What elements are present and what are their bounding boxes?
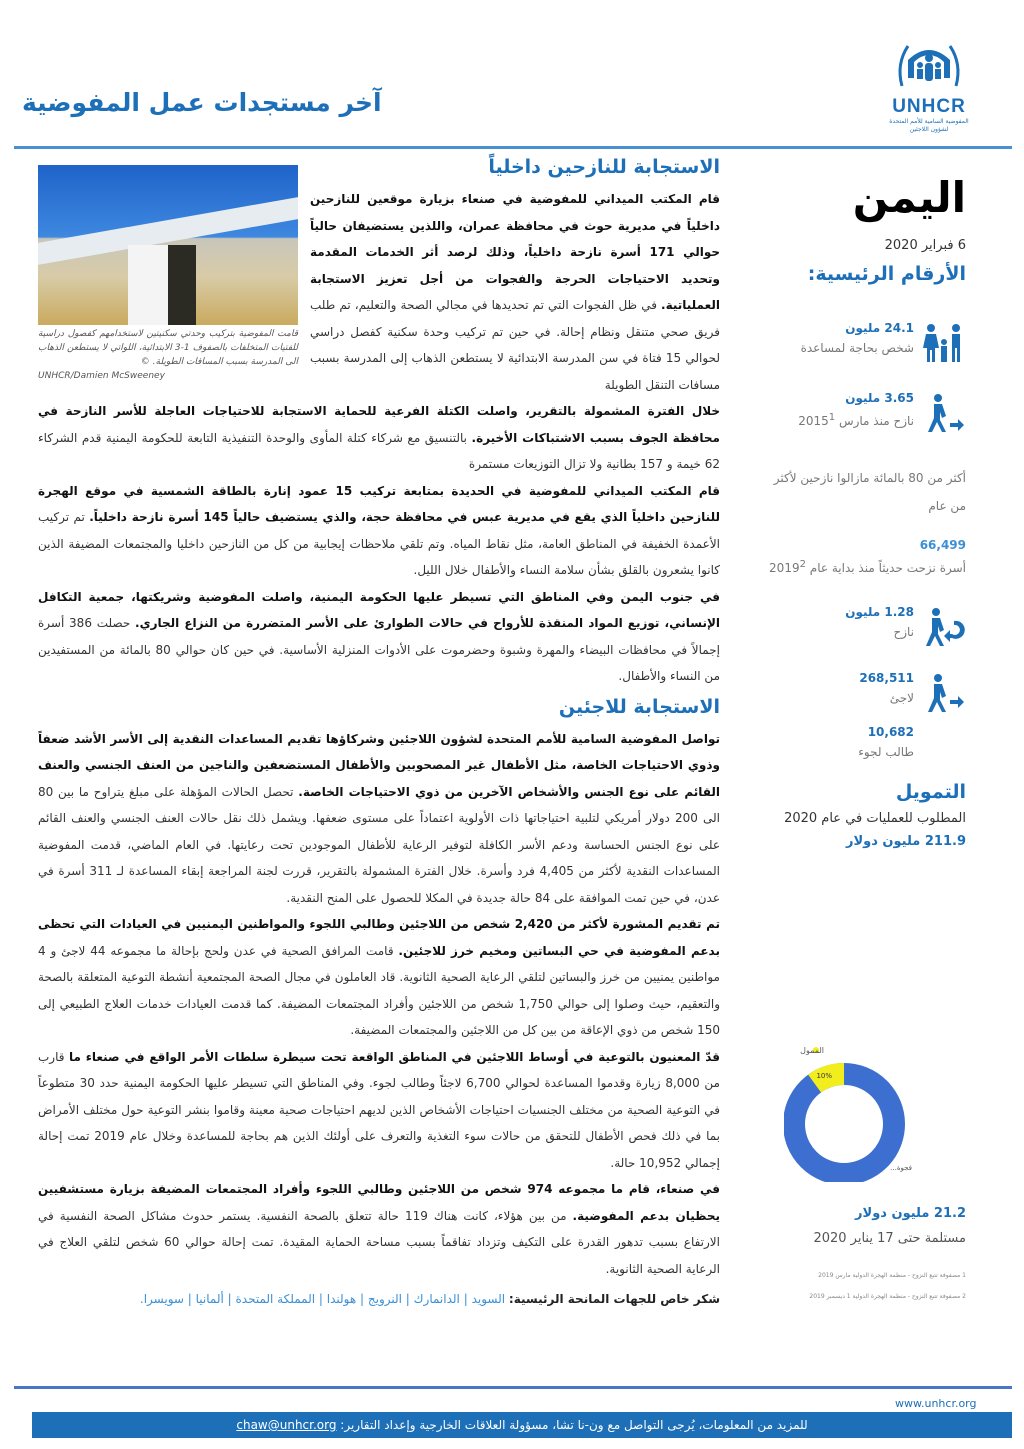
refugee-paragraph-3: قدّ المعنيون بالتوعية في أوساط اللاجئين في المناطق الواقعة تحت سيطرة سلطات الأمر الواقع في صنعاء ما قارب من 8,000 زيارة وقدموا المساعدة لحوالي 6,700 لاجئاً وطالب لجوء. وفي المناطق التي تسيطر عليها الحكومة اليمنية حدد 30 متطوعاً في التوعية الصحية من مختلف الجنسيات احتياجات الأشخاص الذين لديهم احتياجات صحية معينة وقاموا بنشر التوعية حول مختلف الأمراض بما في ذلك فحص الأطفال للتحقق من حالات سوء التغذية والتعرف على أولئك الذين هم بحاجة للمساعدة وخلال عام 2019 تمت إحالة إجمالي 10,952 حالة.: [38, 1049, 721, 1170]
contact-text: للمزيد من المعلومات، يُرجى التواصل مع ون-نا تشا، مسؤولة العلاقات الخارجية وإعداد التقارير:: [336, 1418, 808, 1432]
refugee-paragraph-1: تواصل المفوضية السامية للأمم المتحدة لشؤون اللاجئين وشركاؤها تقديم المساعدات النقدية إلى الأسر الأشد ضعفاً وذوي الاحتياجات الخاصة، مثل الأطفال غير المصحوبين والأطفال المستضعفين والناجين من العنف الجنسي والعنف القائم على نوع الجنس والأشخاص الآخرين من ذوي الاحتياجات الخاصة. تحصل الحالات المؤهلة على مبلغ يتراوح ما بين 80 الى 200 دولار أمريكي لتلبية احتياجاتها ذات الأولوية اعتماداً على مستوى ضعفها. ويشمل ذلك نقل حالات العنف الجنسي والعنف القائم على نوع الجنس الحساسة ودعم الأسر الكافلة لتوفير الرعاية للأطفال الموجودين تحت رعايتها. في العام الماضي، قدمت المفوضية المساعدات النقدية لأكثر من 4,405 فرد وأسرة. خلال الفترة المشمولة بالتقرير، قررت لجنة المراجعة إبقاء المساعدة لـ 311 أسرة في عدن، في حين تمت الموافقة على 84 حالة جديدة في المكلا للحصول على المنح النقدية.: [38, 731, 721, 905]
country-title: اليمن: [852, 173, 966, 222]
unhcr-emblem-icon: [894, 38, 964, 90]
key-figures-heading: الأرقام الرئيسية:: [807, 263, 966, 285]
refugee-icon: [922, 671, 966, 715]
caption-text: قامت المفوضية بتركيب وحدتي سكنيتين لاستخدامهم كفصول دراسية للفتيات المتخلفات بالصفوف 1-3 الابتدائية، اللواتي لا يستطعن الذهاب الى المدرسة بسبب المسافات الطويلة. ©: [38, 329, 298, 367]
idp-paragraph-4: في جنوب اليمن وفي المناطق التي تسيطر عليها الحكومة اليمنية، واصلت المفوضية وشريكتها، جمعية التكافل الإنساني، توزيع المواد المنقذة للأرواح في حالات الطوارئ على الأسر المتضررة من النزاع الجاري. حصلت 386 أسرة إجمالاً في محافظات البيضاء والمهرة وشبوة وحضرموت على الأدوات المنزلية الأساسية. في حين كان حوالي 80 بالمائة من المستفيدين من النساء والأطفال.: [38, 589, 720, 683]
figure-value: 3.65 مليون: [845, 391, 914, 405]
idp-paragraph-2: خلال الفترة المشمولة بالتقرير، واصلت الكتلة الفرعية للحماية الاستجابة للاحتياجات العاجلة للأسر النازحة في محافظة الجوف بسبب الاشتباكات الأخيرة. بالتنسيق مع شركاء كتلة المأوى والوحدة التنفيذية التابعة للحكومة اليمنية قدم الشركاء 62 خيمة و 157 بطانية ولا تزال التوزيعات مستمرة: [38, 404, 720, 471]
figure-label: نازح: [893, 625, 914, 639]
figure-label: أسرة نزحت حديثاً منذ بداية عام 2019$^2$: [769, 559, 966, 575]
idp-heading: الاستجابة للنازحين داخلياً: [488, 156, 720, 178]
footnote-1: 1 مصفوفة تتبع النزوح - منظمة الهجرة الدولية مارس 2019: [818, 1272, 966, 1279]
figure-label: لاجئ: [889, 691, 914, 705]
funding-heading: التمويل: [895, 781, 966, 803]
legend-gap: فجوة...: [890, 1164, 912, 1172]
figure-idps: [766, 391, 966, 434]
page-title: آخر مستجدات عمل المفوضية: [22, 88, 382, 117]
logo-subtitle-2: لشؤون اللاجئين: [909, 126, 949, 133]
donors-list: السويد | الدانمارك | النرويج | هولندا | المملكة المتحدة | ألمانيا | سويسرا.: [139, 1292, 509, 1306]
logo-text: UNHCR: [892, 96, 966, 117]
unhcr-logo: [874, 38, 984, 134]
footnote-2: 2 مصفوفة تتبع النزوح - منظمة الهجرة الدولية 1 ديسمبر 2019: [809, 1293, 966, 1300]
figure-label: شخص بحاجة لمساعدة: [800, 341, 914, 355]
returnee-icon: [922, 605, 966, 649]
funding-block: [766, 781, 966, 849]
contact-email-link[interactable]: chaw@unhcr.org: [236, 1418, 337, 1432]
legend-funded: الممول: [800, 1046, 824, 1055]
header-divider: [14, 146, 1012, 149]
funding-received: [766, 1206, 966, 1300]
photo-credit: UNHCR/Damien McSweeney: [38, 371, 165, 381]
figure-value: 10,682: [867, 725, 914, 739]
family-icon: [922, 321, 966, 365]
funding-required-amount: 211.9 مليون دولار: [845, 834, 966, 849]
figure-refugees: [766, 671, 966, 711]
refugee-paragraph-2: تم تقديم المشورة لأكثر من 2,420 شخص من اللاجئين وطالبي اللجوء والمواطنين اليمنيين في العيادات التي تحظى بدعم المفوضية في حي البساتين ومخيم خرز للاجئين. قامت المرافق الصحية في عدن ولحج بإحالة ما مجموعه 44 لاجئ و 4 مواطنين يمنيين من خرز والبساتين لتلقي الرعاية الصحية الثانوية. قاد العاملون في مجال الصحة المجتمعية أنشطة التوعية المتعلقة بالصحة والتعقيم، حيث وصلوا إلى حوالي 1,750 شخص من اللاجئين وأفراد المجتمعات المضيفة. كما قدمت العيادات خدمات العلاج الطبيعي إلى 150 شخص من ذوي الإعاقة من بين كل من اللاجئين والمجتمعات المضيفة.: [38, 917, 720, 1037]
figure-value: 66,499: [919, 538, 966, 552]
sidebar: [766, 170, 966, 849]
refugee-heading: الاستجابة للاجئين: [558, 695, 720, 718]
figure-returnees: [766, 605, 966, 645]
displaced-person-icon: [922, 391, 966, 435]
figure-label: نازح منذ مارس 2015$^1$: [798, 412, 914, 428]
website-link[interactable]: www.unhcr.org: [895, 1397, 977, 1410]
figure-value: 268,511: [859, 671, 914, 685]
figure-value: 1.28 مليون: [845, 605, 914, 619]
figure-asylum-seekers: [766, 725, 966, 765]
figure-protracted: [766, 464, 966, 520]
funding-donut-chart: [784, 1042, 964, 1182]
donors-line: [38, 1292, 720, 1306]
idp-paragraph-1: قام المكتب الميداني للمفوضية في صنعاء بزيارة موقعين للنازحين داخلياً في مديرية حوث في محافظة عمران، واللذين يستضيفان حالياً حوالي 171 أسرة نازحة داخلياً، وذلك لرصد أثر الخدمات المقدمة وتحديد الاحتياجات الحرجة والفجوات من أجل تعزيز الاستجابة العملياتية. في ظل الفجوات التي تم تحديدها في مجالي الصحة والتعليم، تم طلب فريق صحي متنقل ونظام إحالة. في حين تم تركيب وحدة سكنية كفصل دراسي لحوالي 15 فتاة في سن المدرسة الابتدائية لا يستطعن الذهاب إلى المدرسة بسبب مسافات التنقل الطويلة: [310, 192, 721, 392]
contact-bar: [32, 1412, 1012, 1438]
figure-label: طالب لجوء: [858, 745, 914, 759]
figure-people-in-need: [766, 321, 966, 361]
idp-paragraph-3: قام المكتب الميداني للمفوضية في الحديدة بمتابعة تركيب 15 عمود إنارة بالطاقة الشمسية في موقع الهجرة للنازحين داخلياً الذي يقع في مديرية عبس في محافظة حجة، والذي يستضيف حالياً 145 أسرة نازحة داخلياً. تم تركيب الأعمدة الخفيفة في المناطق العامة، مثل نقاط المياه. وتم تلقي ملاحظات إيجابية من كل من النازحين داخليا والمجتمعات المضيفة الذين كانوا يشعرون بالقلق بشأن سلامة النساء والأطفال خلال الليل.: [38, 483, 720, 577]
figure-new-displaced: [766, 538, 966, 581]
report-date: 6 فبراير 2020: [884, 238, 966, 253]
donut-gap-segment: [794, 1074, 894, 1174]
footer-divider: [14, 1386, 1012, 1389]
funding-received-amount: 21.2 مليون دولار: [855, 1206, 966, 1221]
refugee-paragraph-4: في صنعاء، قام ما مجموعه 974 شخص من اللاجئين وطالبي اللجوء وأفراد المجتمعات المضيفة بزيارة مستشفيين يحظيان بدعم المفوضية. من بين هؤلاء، كانت هناك 119 حالة تتعلق بالصحة النفسية. يستمر حدوث مشاكل الصحة النفسية في الارتفاع بسبب تدهور القدرة على التكيف وتزداد تفاقماً بسبب مساحة الحماية المقيدة. تمت إحالة حوالي 60 شخص لتلقي العلاج في الرعاية الصحية الثانوية.: [38, 1182, 721, 1276]
funded-percent: 10%: [816, 1072, 832, 1080]
funding-received-label: مستلمة حتى 17 يناير 2020: [813, 1231, 966, 1246]
figure-label: أكثر من 80 بالمائة مازالوا نازحين لأكثر من عام: [773, 471, 966, 513]
main-content: [38, 150, 720, 1306]
donors-label: شكر خاص للجهات المانحة الرئيسية:: [508, 1292, 720, 1306]
figure-value: 24.1 مليون: [845, 321, 914, 335]
funding-required-label: المطلوب للعمليات في عام 2020: [784, 811, 966, 826]
logo-subtitle-1: المفوضية السامية للأمم المتحدة: [889, 118, 969, 125]
